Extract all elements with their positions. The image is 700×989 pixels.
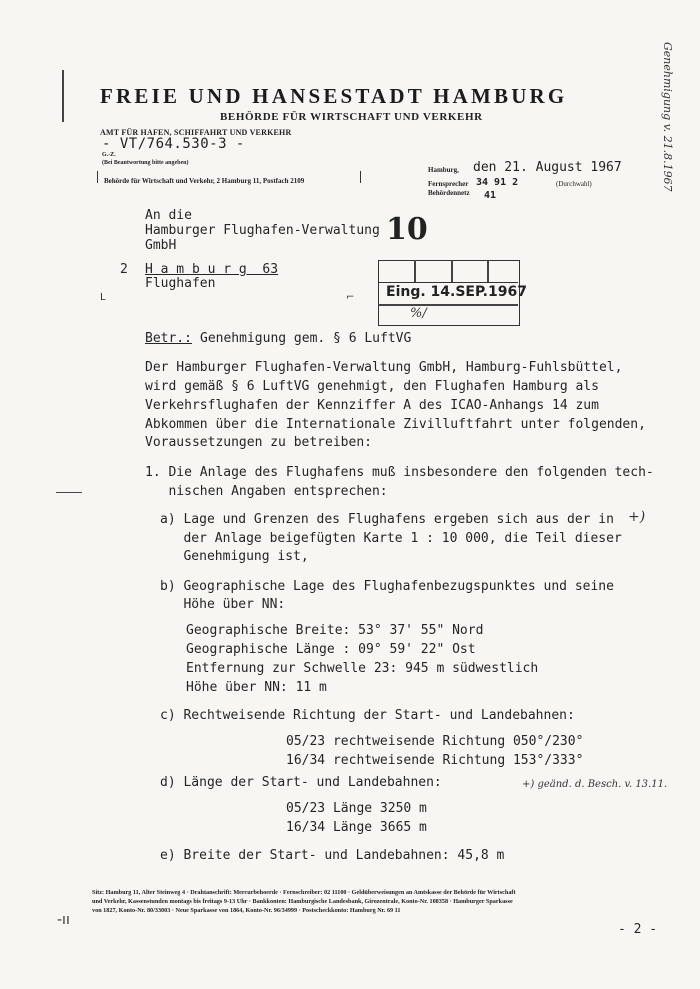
handwritten-number: 10 bbox=[386, 212, 428, 247]
stamp-rule bbox=[378, 304, 518, 306]
reference-number: - VT/764.530-3 - bbox=[102, 136, 245, 152]
item-a-line: a) Lage und Grenzen des Flughafens ergeben sich aus der in bbox=[160, 512, 614, 527]
phone-suffix: (Durchwahl) bbox=[556, 180, 592, 188]
item-b-line: b) Geographische Lage des Flughafenbezugspunktes und seine bbox=[160, 579, 614, 594]
footer-line: und Verkehr, Kassenstunden montags bis freitags 9-13 Uhr · Bankkonten: Hamburgische Landesbank, Girozentrale, Konto-Nr. 108358 · Hamburger Sparkasse bbox=[92, 898, 513, 905]
coordinate-line: Geographische Breite: 53° 37' 55" Nord bbox=[186, 623, 484, 638]
item1-line: nischen Angaben entsprechen: bbox=[145, 484, 388, 499]
corner-mark-left: L bbox=[100, 292, 106, 303]
item-a-line: Genehmigung ist, bbox=[160, 549, 309, 564]
margin-handwritten-note: Genehmigung v. 21.8.1967 bbox=[661, 42, 674, 192]
letterhead-title: FREIE UND HANSESTADT HAMBURG bbox=[100, 84, 568, 108]
recipient-city-prefix: 2 bbox=[120, 262, 128, 277]
phone-number: 34 91 2 bbox=[476, 177, 519, 188]
intro-line: Abkommen über die Internationale Zivilluftfahrt unter folgenden, bbox=[145, 417, 646, 432]
office-net-number: 41 bbox=[484, 190, 497, 201]
recipient-line1: An die bbox=[145, 208, 192, 223]
sender-line: Behörde für Wirtschaft und Verkehr, 2 Hamburg 11, Postfach 2109 bbox=[104, 177, 305, 185]
footer-line: Sitz: Hamburg 11, Alter Steinweg 4 · Drahtanschrift: Mercurbehoerde · Fernschreiber: 02 11100 · Geldüberweisungen an Amtskasse der Behörde für Wirtschaft bbox=[92, 889, 516, 896]
recipient-line2: Hamburger Flughafen-Verwaltung bbox=[145, 223, 380, 238]
office-name: AMT FÜR HAFEN, SCHIFFAHRT UND VERKEHR bbox=[100, 128, 292, 137]
received-date: Eing. 14.SEP.1967 bbox=[386, 284, 527, 300]
gz-label: G.-Z. bbox=[102, 152, 116, 158]
item-d-line: d) Länge der Start- und Landebahnen: bbox=[160, 775, 442, 790]
runway-direction: 16/34 rechtweisende Richtung 153°/333° bbox=[286, 753, 584, 768]
runway-direction: 05/23 rechtweisende Richtung 050°/230° bbox=[286, 734, 584, 749]
letter-date: den 21. August 1967 bbox=[473, 160, 622, 175]
page-continuation: - 2 - bbox=[618, 922, 658, 937]
margin-dash bbox=[56, 492, 82, 493]
item-c-line: c) Rechtweisende Richtung der Start- und Landebahnen: bbox=[160, 708, 575, 723]
subject-text: Genehmigung gem. § 6 LuftVG bbox=[200, 331, 412, 346]
item-b-line: Höhe über NN: bbox=[160, 597, 286, 612]
item-e-line: e) Breite der Start- und Landebahnen: 45,8 m bbox=[160, 848, 505, 863]
gz-note: (Bei Beantwortung bitte angeben) bbox=[102, 160, 189, 166]
recipient-city: H a m b u r g 63 bbox=[145, 262, 279, 277]
stamp-initials: %/ bbox=[410, 306, 427, 321]
coordinate-line: Geographische Länge : 09° 59' 22" Ost bbox=[186, 642, 476, 657]
item1-line: 1. Die Anlage des Flughafens muß insbesondere den folgenden tech- bbox=[145, 465, 654, 480]
stamp-divider bbox=[451, 260, 453, 282]
handwritten-amendment-note: +) geänd. d. Besch. v. 13.11. bbox=[522, 779, 668, 790]
recipient-line3: GmbH bbox=[145, 238, 177, 253]
corner-mark-right: ⌐ bbox=[346, 292, 355, 303]
intro-line: Verkehrsflughafen der Kennziffer A des ICAO-Anhangs 14 zum bbox=[145, 398, 599, 413]
runway-length: 05/23 Länge 3250 m bbox=[286, 801, 427, 816]
coordinate-line: Entfernung zur Schwelle 23: 945 m südwestlich bbox=[186, 661, 539, 676]
stamp-divider bbox=[414, 260, 416, 282]
coordinate-line: Höhe über NN: 11 m bbox=[186, 680, 327, 695]
recipient-street: Flughafen bbox=[145, 276, 216, 291]
intro-line: Der Hamburger Flughafen-Verwaltung GmbH, Hamburg-Fuhlsbüttel, bbox=[145, 360, 623, 375]
margin-bracket bbox=[62, 70, 64, 122]
stamp-divider bbox=[487, 260, 489, 282]
item-a-line: der Anlage beigefügten Karte 1 : 10 000, die Teil dieser bbox=[160, 531, 622, 546]
letterhead-subtitle: BEHÖRDE FÜR WIRTSCHAFT UND VERKEHR bbox=[220, 111, 483, 123]
margin-tick-mark: -ıı bbox=[57, 912, 70, 928]
plus-mark: +) bbox=[628, 509, 646, 525]
intro-line: Voraussetzungen zu betreiben: bbox=[145, 435, 372, 450]
city-label: Hamburg, bbox=[428, 166, 459, 174]
intro-line: wird gemäß § 6 LuftVG genehmigt, den Flughafen Hamburg als bbox=[145, 379, 599, 394]
subject-label: Betr.: bbox=[145, 331, 192, 346]
office-net-label: Behördennetz bbox=[428, 189, 470, 197]
phone-label: Fernsprecher bbox=[428, 180, 469, 188]
runway-length: 16/34 Länge 3665 m bbox=[286, 820, 427, 835]
footer-line: von 1827, Konto-Nr. 80/33003 · Neue Sparkasse von 1864, Konto-Nr. 96/34999 · Postscheckkonto: Hamburg Nr. 69 11 bbox=[92, 907, 401, 914]
